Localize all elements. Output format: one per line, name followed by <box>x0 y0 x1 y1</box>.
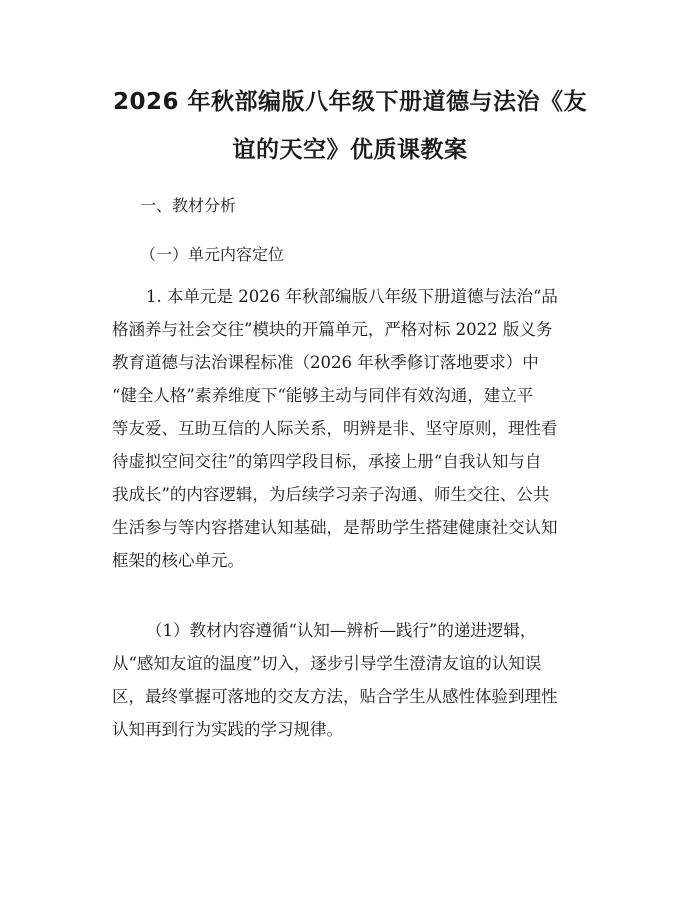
paragraph-line: 生活参与等内容搭建认知基础，是帮助学生搭建健康社交认知 <box>112 518 558 537</box>
paragraph-line: 待虚拟空间交往”的第四学段目标，承接上册“自我认知与自 <box>112 452 542 471</box>
paragraph-unit-positioning <box>112 280 592 577</box>
paragraph-line: 格涵养与社会交往”模块的开篇单元，严格对标 2022 版义务 <box>112 320 553 339</box>
document-title <box>90 78 610 174</box>
paragraph-line: 1. 本单元是 2026 年秋部编版八年级下册道德与法治“品 <box>146 287 558 306</box>
section-heading: 一、教材分析 <box>140 196 237 215</box>
title-line-2: 谊的天空》优质课教案 <box>232 137 468 163</box>
paragraph-line: 框架的核心单元。 <box>112 551 244 570</box>
paragraph-line: （1）教材内容遵循“认知—辨析—践行”的递进逻辑， <box>146 621 537 640</box>
paragraph-line: 认知再到行为实践的学习规律。 <box>112 720 343 739</box>
title-line-1: 2026 年秋部编版八年级下册道德与法治《友 <box>112 89 588 115</box>
paragraph-line: 教育道德与法治课程标准（2026 年秋季修订落地要求）中 <box>112 353 539 372</box>
paragraph-line: 从“感知友谊的温度”切入，逐步引导学生澄清友谊的认知误 <box>112 654 542 673</box>
subsection-heading: （一）单元内容定位 <box>140 245 285 264</box>
paragraph-line: 我成长”的内容逻辑，为后续学习亲子沟通、师生交往、公共 <box>112 485 550 504</box>
paragraph-line: “健全人格”素养维度下“能够主动与同伴有效沟通，建立平 <box>112 386 534 405</box>
paragraph-line: 等友爱、互助互信的人际关系，明辨是非、坚守原则，理性看 <box>112 419 558 438</box>
paragraph-content-logic <box>112 614 592 746</box>
paragraph-line: 区，最终掌握可落地的交友方法，贴合学生从感性体验到理性 <box>112 687 558 706</box>
